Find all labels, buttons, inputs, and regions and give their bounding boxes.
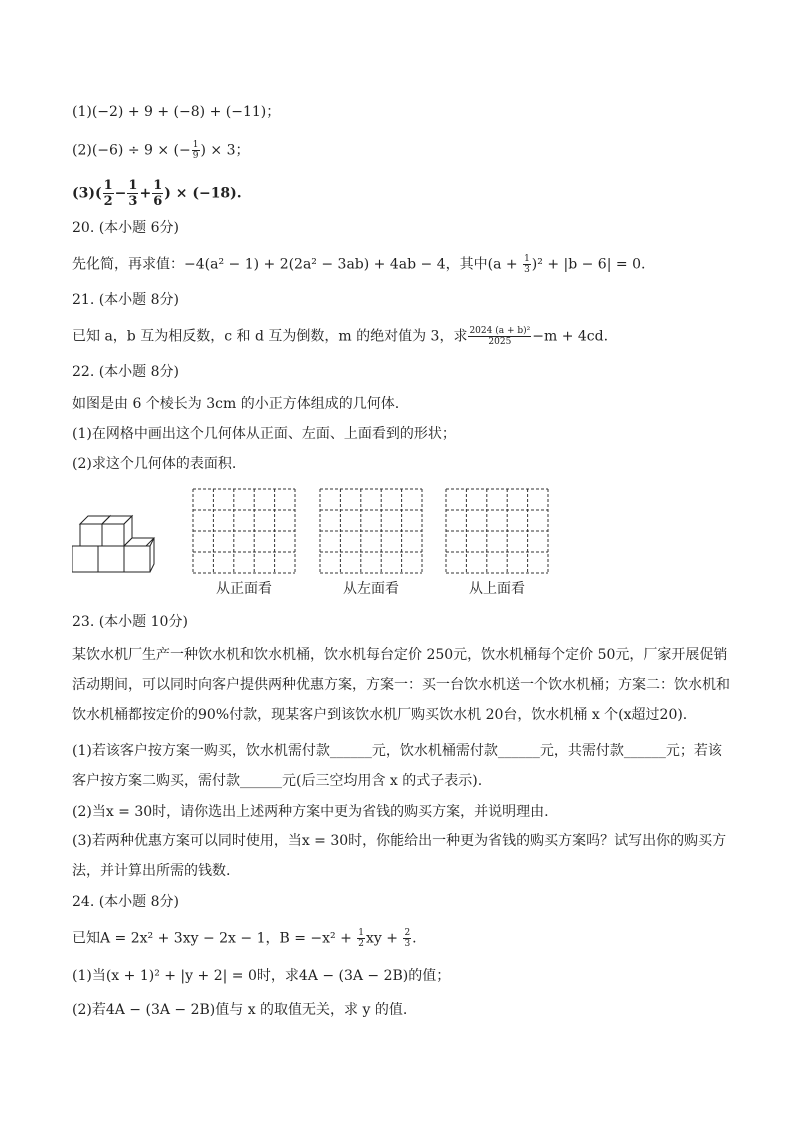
q24-part2: (2)若4A − (3A − 2B)值与 x 的取值无关，求 y 的值. <box>72 1002 408 1018</box>
q23-header: 23. (本小题 10分) <box>72 614 188 630</box>
fraction-one-sixth <box>152 178 163 209</box>
frac-denominator: 6 <box>153 194 163 209</box>
frac-numerator: 2 <box>404 928 411 938</box>
dashed-grid <box>319 488 423 574</box>
q19-part2 <box>72 140 732 161</box>
q24-mid: xy + <box>366 930 403 947</box>
grid-front[interactable] <box>192 488 296 578</box>
frac-denominator: 2 <box>358 939 364 949</box>
cube-solid-figure <box>72 498 162 588</box>
fraction-one-ninth <box>192 140 200 161</box>
frac-denominator: 3 <box>524 265 530 275</box>
frac-numerator: 1 <box>192 140 199 150</box>
fraction-two-thirds <box>403 928 411 949</box>
q24-text <box>72 928 732 949</box>
q23-part3: (3)若两种优惠方案可以同时使用，当x = 30时，你能给出一种更为省钱的购买方案吗？试写出你的购买方法，并计算出所需的钱数. <box>72 833 727 879</box>
q23-text: 某饮水机厂生产一种饮水机和饮水机桶，饮水机每台定价 250元，饮水机桶每个定价 50元，厂家开展促销活动期间，可以同时向客户提供两种优惠方案，方案一：买一台饮水机送一个饮水机桶；方案二：饮水机和饮水机桶都按定价的90%付款，现某客户到该饮水机厂购买饮水机 20台，饮水机桶 x 个(x超过20). <box>72 647 730 723</box>
q21-text <box>72 326 732 347</box>
q21-header: 21. (本小题 8分) <box>72 292 179 308</box>
frac-denominator: 9 <box>192 151 199 161</box>
q19-part2-prefix: (2)(−6) ÷ 9 × (− <box>72 142 191 159</box>
q20-text <box>72 254 732 275</box>
frac-denominator: 2 <box>103 194 113 209</box>
q22-part1: (1)在网格中画出这个几何体从正面、左面、上面看到的形状； <box>72 426 456 442</box>
q24-part1: (1)当(x + 1)² + |y + 2| = 0时，求4A − (3A − 2B)的值； <box>72 968 451 984</box>
q19-part3-prefix: (3)( <box>72 185 102 202</box>
minus-sign: − <box>114 185 127 202</box>
frac-numerator: 1 <box>103 178 113 193</box>
fraction-one-third <box>127 178 138 209</box>
caption-front-view: 从正面看 <box>216 581 272 597</box>
q20-header: 20. (本小题 6分) <box>72 220 179 236</box>
frac-denominator: 3 <box>128 194 138 209</box>
q22-text: 如图是由 6 个棱长为 3cm 的小正方体组成的几何体. <box>72 396 400 412</box>
q19-part1: (1)(−2) + 9 + (−8) + (−11)； <box>72 104 281 120</box>
frac-numerator: 1 <box>153 178 163 193</box>
fraction-one-third <box>523 254 531 275</box>
frac-denominator: 2025 <box>488 337 512 347</box>
fraction-one-half <box>103 178 114 209</box>
q21-suffix: −m + 4cd. <box>532 328 609 345</box>
q19-part2-suffix: ) × 3； <box>200 142 250 159</box>
plus-sign: + <box>139 185 152 202</box>
q22-header: 22. (本小题 8分) <box>72 364 179 380</box>
q20-prefix: 先化简，再求值：−4(a² − 1) + 2(2a² − 3ab) + 4ab − 4，其中(a + <box>72 256 523 273</box>
frac-numerator: 1 <box>524 254 530 264</box>
caption-top-view: 从上面看 <box>469 581 525 597</box>
q23-part2: (2)当x = 30时，请你选出上述两种方案中更为省钱的购买方案，并说明理由. <box>72 804 549 820</box>
frac-denominator: 3 <box>404 939 411 949</box>
frac-numerator: 1 <box>128 178 138 193</box>
q24-suffix: . <box>412 930 417 947</box>
q23-part1: (1)若该客户按方案一购买，饮水机需付款______元，饮水机桶需付款______元，共需付款______元；若该客户按方案二购买，需付款______元(后三空均用含 x 的式子表示). <box>72 743 722 789</box>
q22-part2: (2)求这个几何体的表面积. <box>72 456 237 472</box>
q24-header: 24. (本小题 8分) <box>72 894 179 910</box>
grid-top[interactable] <box>445 488 549 578</box>
q24-prefix: 已知A = 2x² + 3xy − 2x − 1，B = −x² + <box>72 930 357 947</box>
q22-figure <box>72 484 732 604</box>
frac-numerator: 2024 (a + b)² <box>469 326 531 336</box>
grid-left[interactable] <box>319 488 423 578</box>
fraction-one-half <box>357 928 365 949</box>
q19-part3 <box>72 178 732 209</box>
fraction-expression <box>468 326 531 347</box>
dashed-grid <box>192 488 296 574</box>
caption-left-view: 从左面看 <box>343 581 399 597</box>
frac-numerator: 1 <box>358 928 364 938</box>
dashed-grid <box>445 488 549 574</box>
q20-suffix: )² + |b − 6| = 0. <box>531 256 646 273</box>
q21-prefix: 已知 a，b 互为相反数，c 和 d 互为倒数，m 的绝对值为 3，求 <box>72 328 468 345</box>
q19-part3-suffix: ) × (−18). <box>164 185 242 202</box>
